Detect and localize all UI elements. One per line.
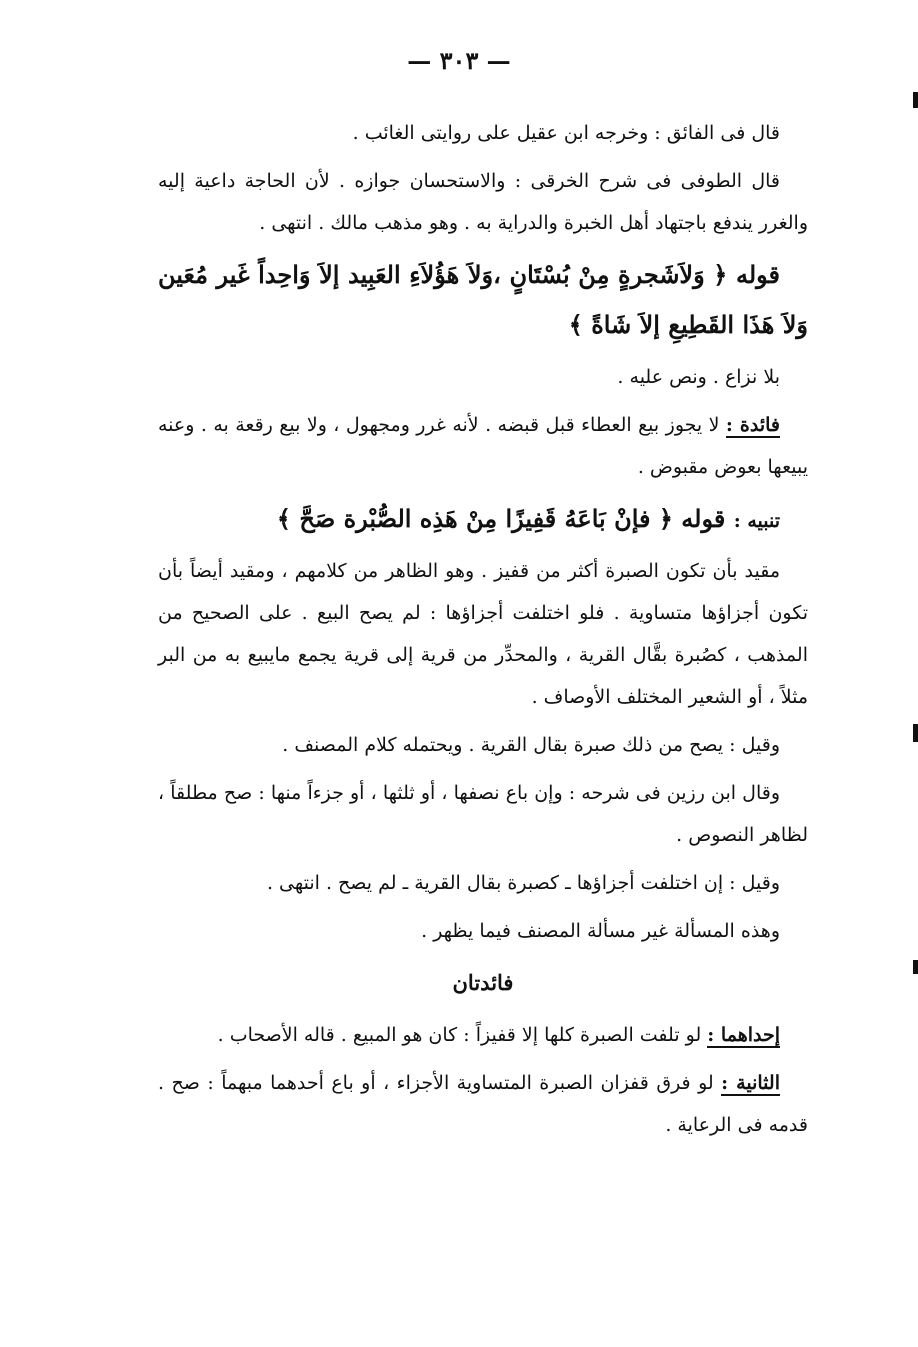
paragraph <box>158 404 808 488</box>
paragraph: بلا نزاع . ونص عليه . <box>617 366 780 388</box>
paragraph: وقيل : يصح من ذلك صبرة بقال القرية . ويحتمله كلام المصنف . <box>282 734 780 756</box>
paragraph: وهذه المسألة غير مسألة المصنف فيما يظهر . <box>421 920 780 942</box>
verse-label: قوله <box>735 260 781 289</box>
page-number: — ٣٠٣ — <box>407 46 511 75</box>
margin-mark <box>913 724 918 742</box>
margin-mark <box>913 960 918 974</box>
paragraph <box>158 1062 808 1146</box>
note-text: لا يجوز بيع العطاء قبل قبضه . لأنه غرر ومجهول ، ولا بيع رقعة به . وعنه يبيعها بعوض مقبوض . <box>158 414 808 478</box>
page-body <box>158 112 808 1152</box>
verse-text: قوله ﴿ فإنْ بَاعَهُ قَفِيزًا مِنْ هَذِه الصُّبْرة صَحَّ ﴾ <box>276 504 734 533</box>
paragraph: مقيد بأن تكون الصبرة أكثر من قفيز . وهو الظاهر من كلامهم ، ومقيد أيضاً بأن تكون أجزاؤها متساوية . فلو اختلفت أجزاؤها : لم يصح البيع . على الصحيح من المذهب ، كصُبرة بقَّال القرية ، والمحدِّر من قرية إلى قرية يجمع مايبيع به من البر مثلاً ، أو الشعير المختلف الأوصاف . <box>158 560 808 708</box>
note-label: تنبيه : <box>733 510 780 532</box>
section-heading: فائدتان <box>452 970 514 995</box>
paragraph: قال الطوفى فى شرح الخرقى : والاستحسان جوازه . لأن الحاجة داعية إليه والغرر يندفع باجتهاد أهل الخبرة والدراية به . وهو مذهب مالك . انتهى . <box>158 170 808 234</box>
verse-paragraph <box>158 494 808 544</box>
item-text: لو فرق قفزان الصبرة المتساوية الأجزاء ، أو باع أحدهما مبهماً : صح . قدمه فى الرعاية . <box>158 1072 808 1136</box>
item-label: إحداهما : <box>707 1024 780 1046</box>
verse-paragraph <box>158 250 808 350</box>
item-text: لو تلفت الصبرة كلها إلا قفيزاً : كان هو المبيع . قاله الأصحاب . <box>217 1024 708 1046</box>
paragraph <box>158 1014 808 1056</box>
verse-text: ﴿ وَلاَشَجرةٍ مِنْ بُسْتَانٍ ،وَلاَ هَؤُلاَءِ العَبِيد إلاَ وَاحِداً غَير مُعَين وَلاَ هَذَا القَطِيعِ إلاَ شَاةً ﴾ <box>158 260 808 339</box>
paragraph: وقال ابن رزين فى شرحه : وإن باع نصفها ، أو ثلثها ، أو جزءاً منها : صح مطلقاً ، لظاهر النصوص . <box>158 782 808 846</box>
margin-mark <box>913 92 918 108</box>
paragraph: قال فى الفائق : وخرجه ابن عقيل على روايتى الغائب . <box>352 122 780 144</box>
paragraph: وقيل : إن اختلفت أجزاؤها ـ كصبرة بقال القرية ـ لم يصح . انتهى . <box>266 872 780 894</box>
item-label: الثانية : <box>721 1072 780 1094</box>
note-label: فائدة : <box>725 414 781 436</box>
